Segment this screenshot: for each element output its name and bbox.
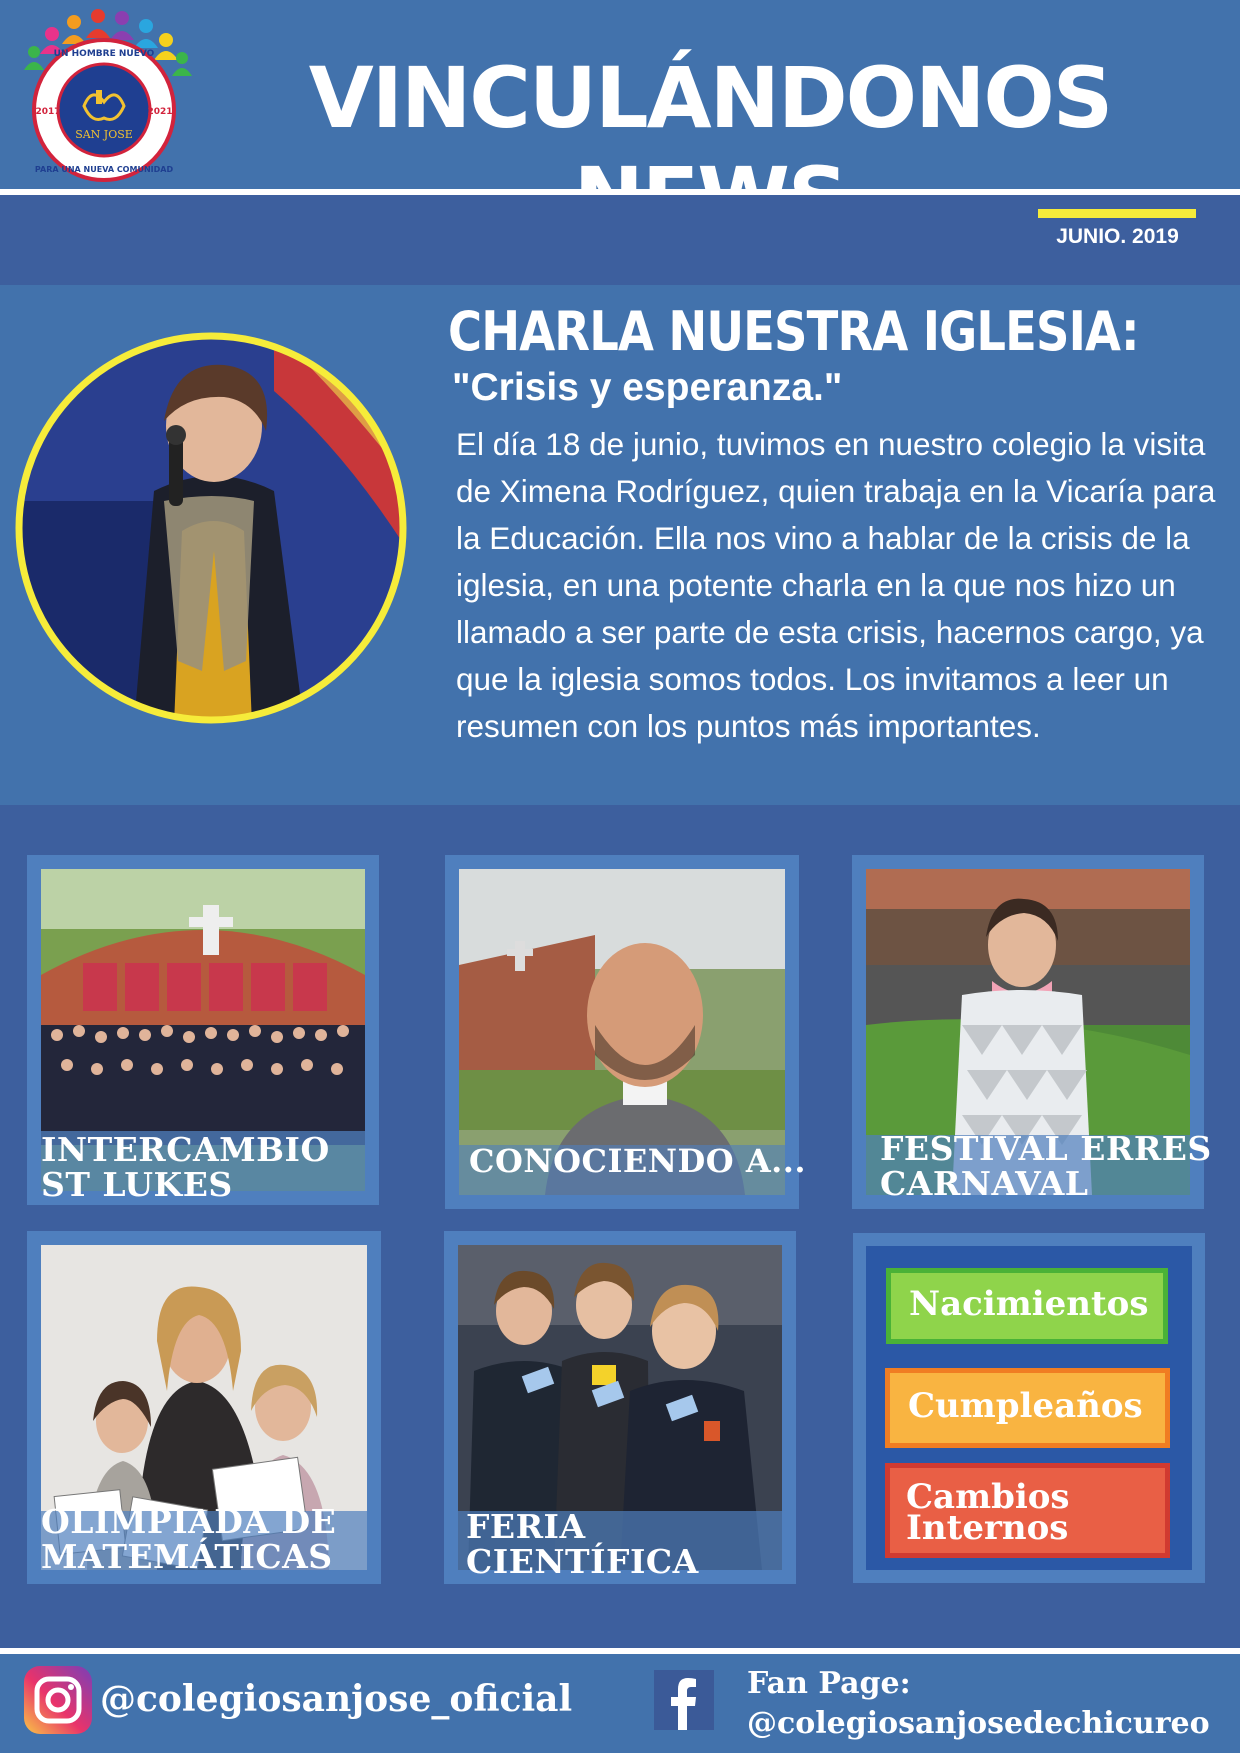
svg-text:2021: 2021 — [147, 107, 173, 117]
feature-body: El día 18 de junio, tuvimos en nuestro colegio la visita de Ximena Rodríguez, quien trabaja en la Vicaría para la Educación. Ella nos vino a hablar de la crisis de la iglesia, en una potente charla en la que nos hizo un llamado a ser parte de esta crisis, hacernos cargo, ya que la iglesia somos todos. Los invitamos a leer un resumen con los puntos más importantes. — [456, 426, 1216, 744]
fanpage-label: Fan Page: — [747, 1666, 911, 1701]
tile-label-line1: INTERCAMBIO — [41, 1130, 330, 1169]
tile-label-line2: CARNAVAL — [880, 1164, 1089, 1203]
svg-text:PARA UNA NUEVA COMUNIDAD: PARA UNA NUEVA COMUNIDAD — [34, 165, 174, 174]
facebook-block — [747, 1664, 1210, 1744]
instagram-handle[interactable]: @colegiosanjose_oficial — [100, 1678, 573, 1720]
tile-olimpiada[interactable] — [27, 1231, 381, 1584]
tile-festival[interactable] — [852, 855, 1212, 1209]
nacimientos-label: Nacimientos — [909, 1284, 1149, 1324]
svg-text:2017: 2017 — [35, 107, 61, 117]
tile-label-line2: ST LUKES — [41, 1165, 233, 1204]
speaker-portrait[interactable] — [14, 331, 408, 725]
tile-intercambio[interactable] — [27, 855, 379, 1205]
tile-label-line1: FERIA — [466, 1507, 586, 1546]
tile-conociendo[interactable] — [445, 855, 807, 1209]
tile-feria[interactable] — [444, 1231, 796, 1584]
date-accent-bar — [1038, 209, 1196, 218]
facebook-icon[interactable] — [654, 1670, 714, 1730]
tile-label-line1: OLIMPIADA DE — [41, 1502, 337, 1541]
school-logo-seal — [12, 6, 197, 184]
tile-label-line2: CIENTÍFICA — [466, 1542, 699, 1581]
newsletter-title: VINCULÁNDONOS — [308, 49, 1112, 147]
cambios-internos-button[interactable] — [885, 1463, 1170, 1558]
tile-label-line2: MATEMÁTICAS — [41, 1537, 333, 1576]
feature-subtitle: "Crisis y esperanza." — [452, 366, 843, 409]
feature-title: CHARLA NUESTRA IGLESIA: — [448, 300, 1139, 363]
cumpleanos-button[interactable] — [885, 1368, 1170, 1448]
facebook-handle[interactable]: @colegiosanjosedechicureo — [747, 1706, 1210, 1741]
tile-label-line1: FESTIVAL ERRES — [880, 1129, 1212, 1168]
svg-text:UN HOMBRE NUEVO: UN HOMBRE NUEVO — [53, 49, 155, 59]
cambios-label-line2: Internos — [906, 1508, 1069, 1548]
nacimientos-button[interactable] — [886, 1268, 1168, 1344]
svg-text:SAN JOSE: SAN JOSE — [75, 128, 133, 141]
tile-label-line1: CONOCIENDO A... — [469, 1142, 807, 1180]
issue-date: JUNIO. 2019 — [1056, 225, 1179, 248]
cumpleanos-label: Cumpleaños — [908, 1386, 1143, 1426]
cambios-label-line1: Cambios — [906, 1477, 1070, 1517]
instagram-icon[interactable] — [24, 1666, 92, 1734]
